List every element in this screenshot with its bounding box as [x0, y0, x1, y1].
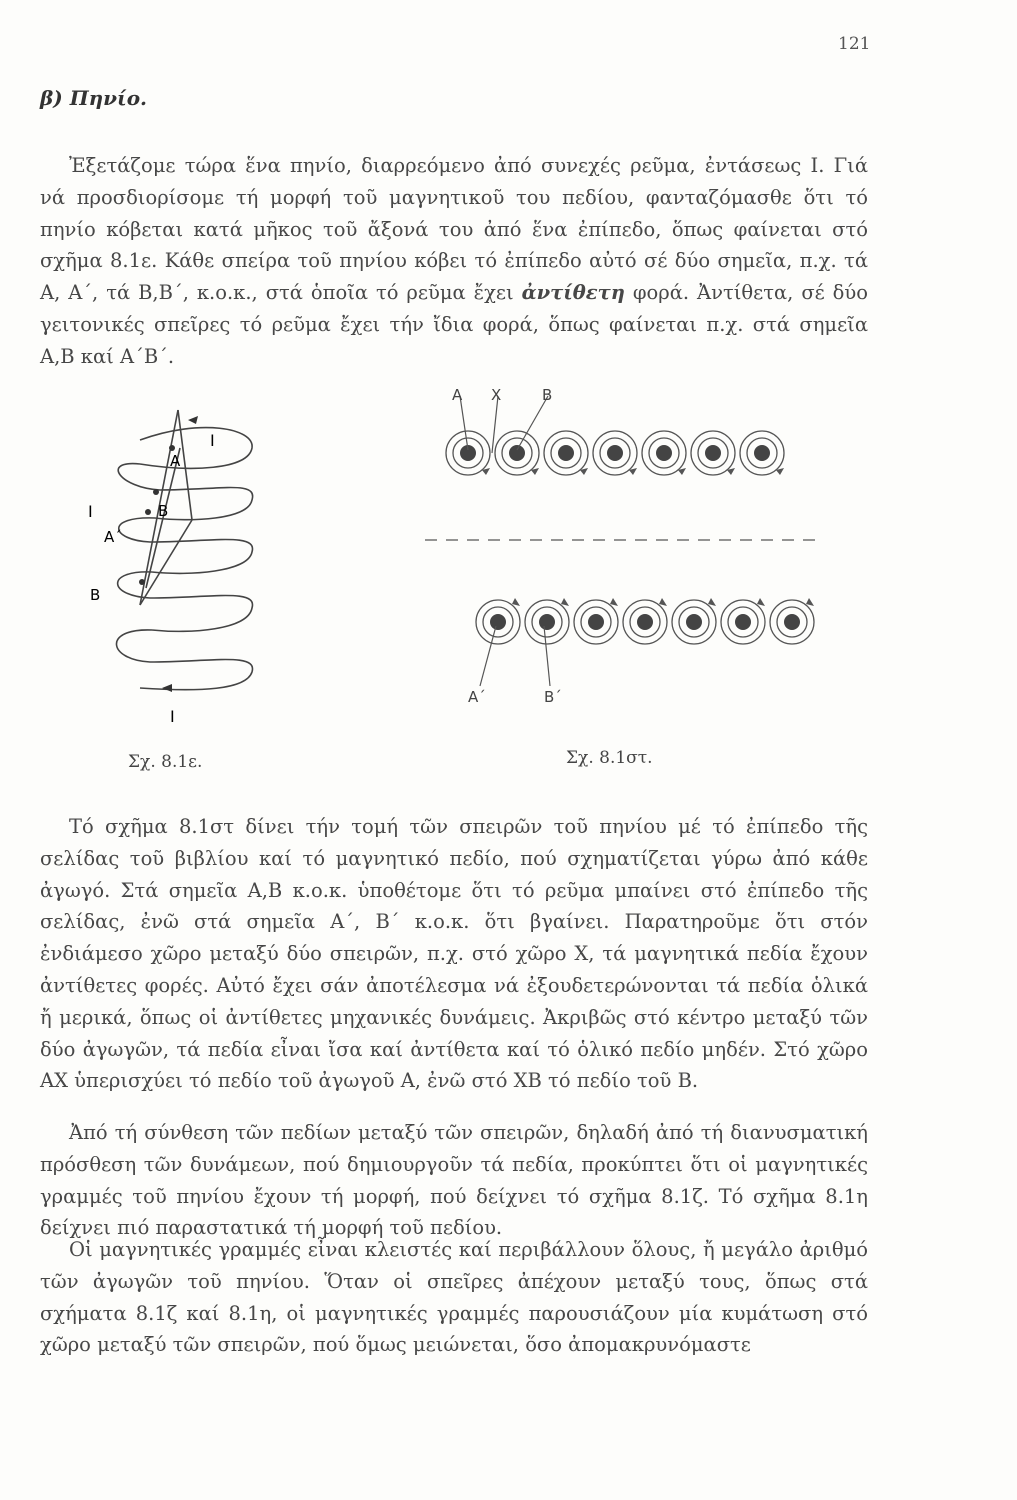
label-b-prime: B [90, 586, 101, 604]
paragraph-1 [40, 150, 868, 373]
figure-coil-cross-section [420, 378, 830, 718]
top-row-conductors [446, 431, 784, 475]
paragraph-1-after: φορά. Ἀντίθετα, σέ δύο γειτονικές σπεῖρες τό ρεῦμα ἔχει τήν ἴδια φορά, ὅπως φαίνεται π.χ. στά σημεῖα Α,Β καί Α΄Β΄. [40, 281, 869, 368]
conductor-bottom-6 [721, 600, 765, 644]
label-a: A [452, 386, 463, 404]
paragraph-1-before: Ἐξετάζομε τώρα ἕνα πηνίο, διαρρεόμενο ἀπό συνεχές ρεῦμα, ἐντάσεως Ι. Γιά νά προσδιορίσομε τή μορφή τοῦ μαγνητικοῦ του πεδίου, φανταζόμασθε ὅτι τό πηνίο κόβεται κατά μῆκος τοῦ ἄξονά του ἀπό ἕνα ἐπίπεδο, ὅπως φαίνεται στό σχῆμα 8.1ε. Κάθε σπείρα τοῦ πηνίου κόβει τό ἐπίπεδο αὐτό σέ δύο σημεῖα, π.χ. τά Α, Α΄, τά Β,Β΄, κ.ο.κ., στά ὁποῖα τό ρεῦμα ἔχει [40, 154, 868, 305]
conductor-bottom-3 [574, 600, 618, 644]
figure-coil-caption: Σχ. 8.1ε. [128, 752, 203, 772]
page-number: 121 [838, 34, 871, 54]
current-arrow-top [188, 416, 198, 424]
conductor-top-1 [446, 431, 490, 475]
label-a-prime: A΄ [104, 528, 122, 546]
label-a-prime: A΄ [468, 688, 486, 706]
coil-turn-3 [119, 518, 253, 574]
label-current-left: I [88, 502, 93, 521]
label-b: B [542, 386, 553, 404]
conductor-top-6 [691, 431, 735, 475]
conductor-top-5 [642, 431, 686, 475]
figure-coil-helix [80, 400, 280, 730]
current-arrow-bottom [162, 684, 172, 692]
label-a: A [170, 452, 181, 470]
conductor-top-3 [544, 431, 588, 475]
conductor-bottom-7 [770, 600, 814, 644]
conductor-bottom-1 [476, 600, 520, 644]
conductor-top-4 [593, 431, 637, 475]
paragraph-2: Τό σχῆμα 8.1στ δίνει τήν τομή τῶν σπειρῶν τοῦ πηνίου μέ τό ἐπίπεδο τῆς σελίδας τοῦ βιβλίου καί τό μαγνητικό πεδίο, πού σχηματίζεται γύρω ἀπό κάθε ἀγωγό. Στά σημεῖα Α,Β κ.ο.κ. ὑποθέτομε ὅτι τό ρεῦμα μπαίνει στό ἐπίπεδο τῆς σελίδας, ἐνῶ στά σημεῖα Α΄, Β΄ κ.ο.κ. ὅτι βγαίνει. Παρατηροῦμε ὅτι στόν ἐνδιάμεσο χῶρο μεταξύ δύο σπειρῶν, π.χ. στό χῶρο Χ, τά μαγνητικά πεδία ἔχουν ἀντίθετες φορές. Αὐτό ἔχει σάν ἀποτέλεσμα νά ἐξουδετερώνονται τά πεδία ὁλικά ἤ μερικά, ὅπως οἱ ἀντίθετες μηχανικές δυνάμεις. Ἀκριβῶς στό κέντρο μεταξύ τῶν δύο ἀγωγῶν, τά πεδία εἶναι ἴσα καί ἀντίθετα καί τό ὁλικό πεδίο μηδέν. Στό χῶρο ΑΧ ὑπερισχύει τό πεδίο τοῦ ἀγωγοῦ Α, ἐνῶ στό ΧΒ τό πεδίο τοῦ Β. [40, 815, 868, 1093]
coil-turn-4 [118, 572, 253, 631]
paragraph-1-emphasis: ἀντίθετη [521, 281, 625, 305]
point-b [153, 489, 159, 495]
label-current-bottom: I [170, 707, 175, 726]
conductor-bottom-4 [623, 600, 667, 644]
bottom-row-conductors [476, 600, 814, 644]
point-b-prime [139, 579, 145, 585]
label-x: X [491, 386, 502, 404]
conductor-bottom-5 [672, 600, 716, 644]
label-b-prime: B΄ [544, 688, 562, 706]
conductor-bottom-2 [525, 600, 569, 644]
point-a [169, 445, 175, 451]
figure-cross-section-caption: Σχ. 8.1στ. [566, 748, 653, 768]
coil-turn-5 [116, 630, 252, 690]
conductor-top-2 [495, 431, 539, 475]
label-current-top: I [210, 431, 215, 450]
label-b: B [158, 502, 169, 520]
coil-turn-1 [140, 428, 252, 469]
conductor-top-7 [740, 431, 784, 475]
point-a-prime [145, 509, 151, 515]
paragraph-3: Ἀπό τή σύνθεση τῶν πεδίων μεταξύ τῶν σπειρῶν, δηλαδή ἀπό τή διανυσματική πρόσθεση τῶν δυνάμεων, πού δημιουργοῦν τά πεδία, προκύπτει ὅτι οἱ μαγνητικές γραμμές τοῦ πηνίου ἔχουν τή μορφή, πού δείχνει τό σχῆμα 8.1ζ. Τό σχῆμα 8.1η δείχνει πιό παραστατικά τή μορφή τοῦ πεδίου. [40, 1121, 868, 1240]
paragraph-4: Οἱ μαγνητικές γραμμές εἶναι κλειστές καί περιβάλλουν ὅλους, ἤ μεγάλο ἀριθμό τῶν ἀγωγῶν τοῦ πηνίου. Ὅταν οἱ σπεῖρες ἀπέχουν μεταξύ τους, ὅπως στά σχήματα 8.1ζ καί 8.1η, οἱ μαγνητικές γραμμές παρουσιάζουν μία κυμάτωση στό χῶρο μεταξύ τῶν σπειρῶν, πού ὅμως μειώνεται, ὅσο ἀπομακρυνόμαστε [40, 1238, 868, 1357]
section-heading: β) Πηνίο. [40, 86, 148, 110]
